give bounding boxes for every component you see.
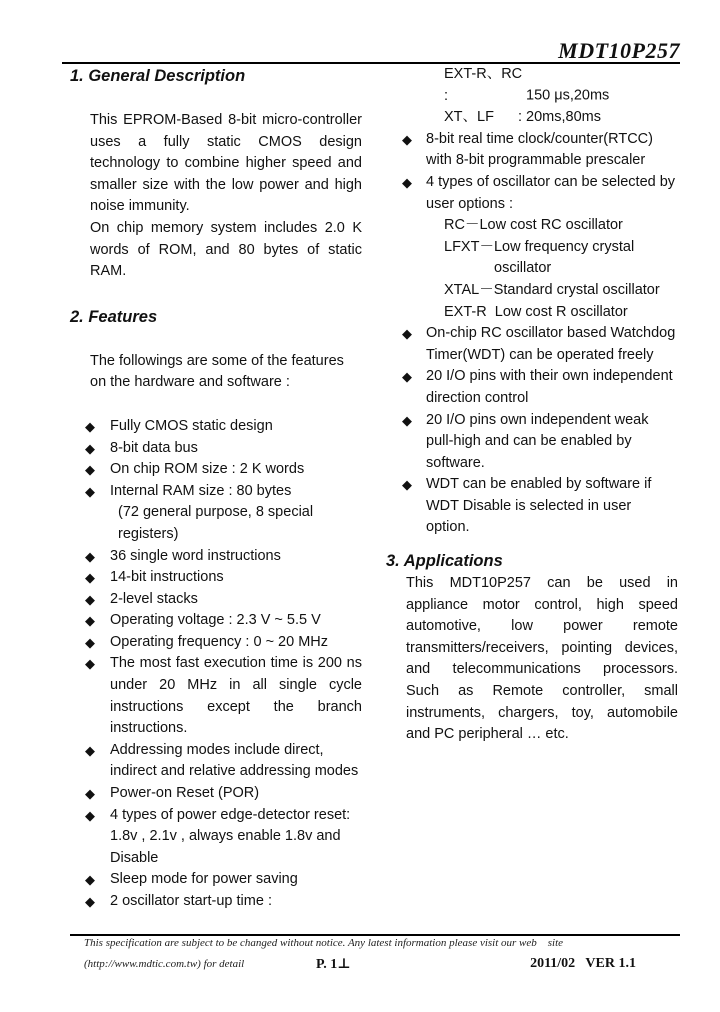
- oscillator-type: EXT-R Low cost R oscillator: [444, 303, 628, 320]
- feature-text: On chip ROM size : 2 K words: [110, 461, 305, 478]
- startup-value: : 20ms,80ms: [518, 109, 601, 126]
- left-column: [70, 64, 362, 913]
- bullet-diamond-icon: ◆: [85, 872, 95, 888]
- startup-times: [386, 64, 678, 129]
- text-line: with 8-bit programmable prescaler: [426, 152, 646, 169]
- version-date: 2011/02 VER 1.1: [530, 956, 636, 971]
- feature-text: Operating voltage : 2.3 V ~ 5.5 V: [110, 612, 321, 629]
- text-line: technology to combine higher speed and: [90, 155, 362, 172]
- feature-text: 1.8v , 2.1v , always enable 1.8v and: [110, 828, 341, 845]
- startup-row: [386, 64, 678, 107]
- bullet-diamond-icon: ◆: [85, 570, 95, 586]
- feature-text: direction control: [426, 389, 529, 406]
- bullet-diamond-icon: ◆: [85, 591, 95, 607]
- feature-item: [70, 740, 362, 783]
- feature-text: Operating frequency : 0 ~ 20 MHz: [110, 633, 329, 650]
- bullet-diamond-icon: ◆: [85, 418, 95, 434]
- feature-text: option.: [426, 519, 470, 536]
- feature-text: software.: [426, 454, 485, 471]
- bullet-diamond-icon: ◆: [85, 742, 95, 758]
- feature-item: [70, 567, 362, 589]
- feature-text: 20 I/O pins own independent weak: [426, 411, 649, 428]
- bullet-diamond-icon: ◆: [85, 462, 95, 478]
- bullet-diamond-icon: ◆: [85, 807, 95, 823]
- feature-text: WDT Disable is selected in user: [426, 497, 632, 514]
- feature-item: [70, 783, 362, 805]
- feature-text: pull-high and can be enabled by: [426, 433, 632, 450]
- footer-notice: This specification are subject to be changed without notice. Any latest information please visit our web site: [84, 937, 564, 949]
- feature-text: Power-on Reset (POR): [110, 785, 260, 802]
- feature-item: [70, 416, 362, 438]
- text-line: automotive, low power remote: [406, 618, 678, 635]
- feature-text: Internal RAM size : 80 bytes: [110, 482, 292, 499]
- startup-label: EXT-R、RC :: [444, 66, 523, 104]
- text-line: RAM.: [90, 263, 127, 280]
- document-title: MDT10P257: [558, 38, 680, 63]
- bullet-diamond-icon: ◆: [85, 548, 95, 564]
- feature-item: [70, 632, 362, 654]
- oscillator-type: RC－Low cost RC oscillator: [444, 217, 623, 234]
- feature-text: instructions except the branch: [110, 698, 362, 715]
- feature-item: [70, 869, 362, 891]
- feature-text: 2-level stacks: [110, 590, 198, 607]
- oscillator-type: LFXT－Low frequency crystal: [444, 238, 635, 255]
- text-line: On chip memory system includes 2.0 K: [90, 219, 362, 236]
- bullet-diamond-icon: ◆: [85, 483, 95, 499]
- bullet-diamond-icon: ◆: [85, 613, 95, 629]
- general-description-heading: 1. General Description: [70, 67, 246, 85]
- feature-text: 8-bit data bus: [110, 439, 198, 456]
- footer-url: (http://www.mdtic.com.tw) for detail: [84, 958, 245, 970]
- text-line: This MDT10P257 can be used in: [406, 575, 678, 592]
- feature-text: registers): [118, 525, 179, 542]
- text-line: words of ROM, and 80 bytes of static: [90, 241, 362, 258]
- feature-text: 2 oscillator start-up time :: [110, 893, 272, 909]
- feature-text: Sleep mode for power saving: [110, 871, 298, 888]
- text-line: noise immunity.: [90, 198, 190, 215]
- bullet-diamond-icon: ◆: [85, 634, 95, 650]
- footer-rule: [70, 934, 680, 936]
- feature-item: [70, 610, 362, 632]
- feature-item: [70, 653, 362, 739]
- text-line: and telecommunications processors.: [406, 661, 678, 678]
- feature-text: 36 single word instructions: [110, 547, 281, 564]
- feature-item: [386, 366, 678, 409]
- feature-item-rtcc: [386, 129, 678, 172]
- right-features-list: [386, 323, 678, 539]
- features-intro: [90, 351, 362, 394]
- feature-text: Timer(WDT) can be operated freely: [426, 346, 654, 363]
- text-line: Such as Remote controller, small: [406, 683, 678, 700]
- feature-item: [386, 323, 678, 366]
- feature-text: On-chip RC oscillator based Watchdog: [426, 325, 676, 342]
- features-heading: 2. Features: [70, 307, 158, 326]
- page-number: P. 1⊥: [316, 957, 351, 972]
- startup-label: XT、LF: [444, 109, 494, 126]
- feature-text: WDT can be enabled by software if: [426, 476, 652, 493]
- oscillator-type: XTAL－Standard crystal oscillator: [444, 281, 660, 298]
- oscillator-types: [386, 215, 678, 323]
- feature-item: [70, 805, 362, 870]
- feature-text: instructions.: [110, 720, 188, 737]
- features-list: [70, 416, 362, 913]
- bullet-diamond-icon: ◆: [85, 440, 95, 456]
- feature-text: indirect and relative addressing modes: [110, 763, 359, 780]
- feature-text: under 20 MHz in all single cycle: [110, 677, 362, 694]
- bullet-diamond-icon: ◆: [85, 656, 95, 672]
- text-line: smaller size with the low power and high: [90, 176, 362, 193]
- text-line: This EPROM-Based 8-bit micro-controller: [90, 112, 362, 128]
- feature-item: [70, 438, 362, 460]
- feature-item-oscillator: [386, 172, 678, 215]
- feature-item: [70, 481, 362, 546]
- text-line: and PC peripheral … etc.: [406, 726, 569, 743]
- feature-text: 4 types of power edge-detector reset:: [110, 806, 351, 823]
- startup-value: 150 μs,20ms: [526, 87, 610, 104]
- feature-text: Disable: [110, 849, 159, 866]
- text-line: 8-bit real time clock/counter(RTCC): [426, 130, 653, 147]
- text-line: on the hardware and software :: [90, 374, 290, 391]
- text-line: user options :: [426, 195, 514, 212]
- text-line: appliance motor control, high speed: [406, 596, 678, 613]
- bullet-diamond-icon: ◆: [402, 477, 412, 493]
- feature-text: The most fast execution time is 200 ns: [110, 655, 362, 672]
- bullet-diamond-icon: ◆: [85, 894, 95, 909]
- text-line: instruments, chargers, toy, automobile: [406, 704, 678, 721]
- feature-text: 14-bit instructions: [110, 569, 224, 586]
- feature-item: [70, 589, 362, 611]
- feature-text: (72 general purpose, 8 special: [118, 504, 314, 521]
- feature-item: [386, 410, 678, 475]
- bullet-diamond-icon: ◆: [402, 412, 412, 428]
- text-line: 4 types of oscillator can be selected by: [426, 173, 676, 190]
- text-line: uses a fully static CMOS design: [90, 133, 362, 150]
- feature-item: [386, 474, 678, 539]
- right-column: [386, 64, 678, 746]
- startup-row: [386, 107, 678, 129]
- bullet-diamond-icon: ◆: [402, 326, 412, 342]
- bullet-diamond-icon: ◆: [402, 131, 412, 147]
- feature-text: Fully CMOS static design: [110, 417, 273, 434]
- feature-text: 20 I/O pins with their own independent: [426, 368, 673, 385]
- text-line: transmitters/receivers, pointing devices,: [406, 639, 678, 656]
- bullet-diamond-icon: ◆: [402, 174, 412, 190]
- text-line: The followings are some of the features: [90, 352, 344, 369]
- feature-item: [70, 546, 362, 568]
- bullet-diamond-icon: ◆: [402, 369, 412, 385]
- oscillator-type: oscillator: [494, 260, 552, 277]
- general-description-text: [90, 110, 362, 283]
- feature-item: [70, 459, 362, 481]
- bullet-diamond-icon: ◆: [85, 786, 95, 802]
- feature-item: [70, 891, 362, 913]
- feature-text: Addressing modes include direct,: [110, 741, 324, 758]
- applications-text: [406, 573, 678, 746]
- applications-heading: 3. Applications: [386, 552, 503, 571]
